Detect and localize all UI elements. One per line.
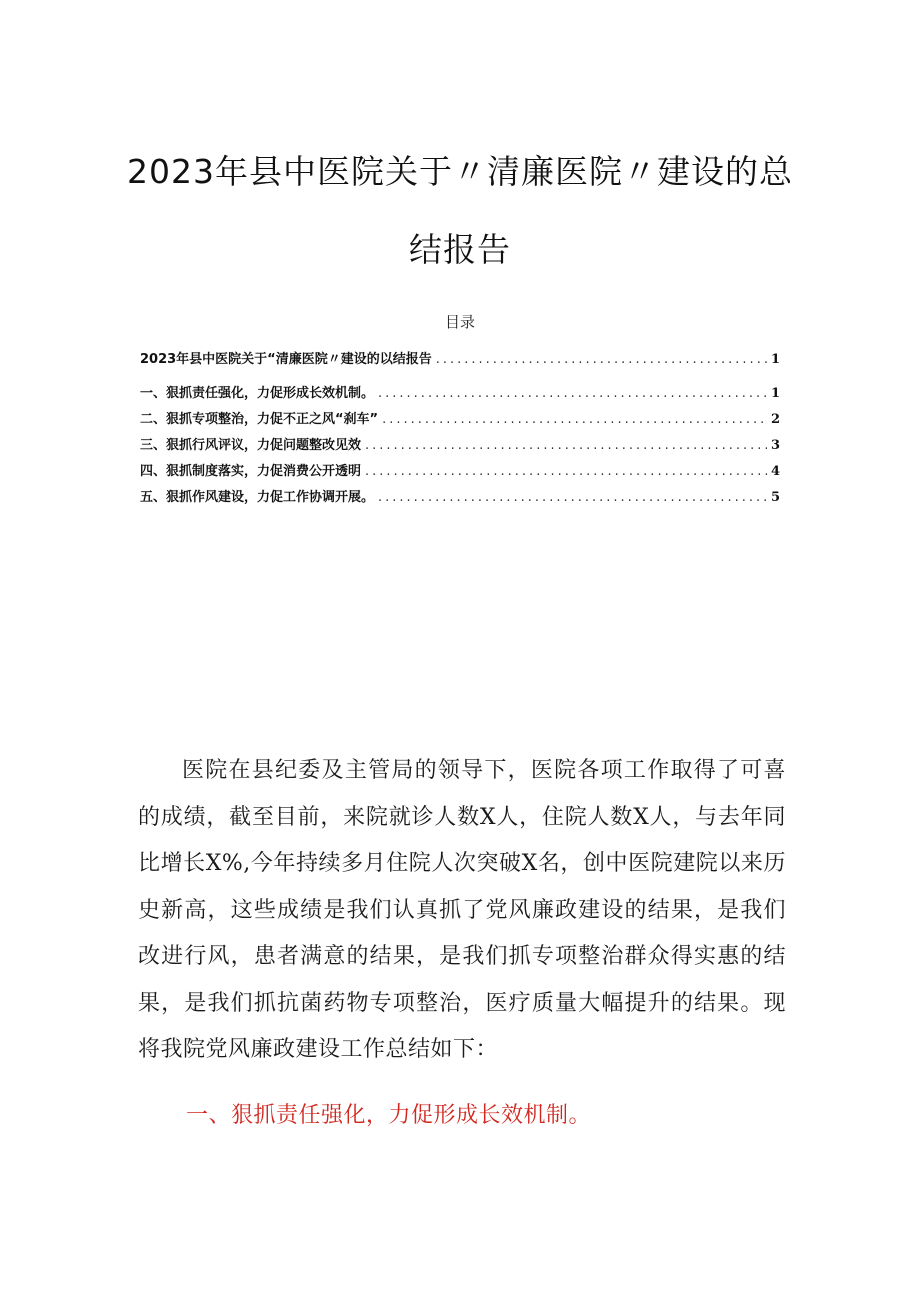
document-title-line-2: 结报告: [409, 230, 511, 269]
toc-entry-label: 四、狠抓制度落实，力促消费公开透明: [140, 464, 362, 479]
toc-entry-label: 2023年县中医院关于“清廉医院〃建设的以结报告: [140, 352, 432, 367]
intro-paragraph: 医院在县纪委及主管局的领导下，医院各项工作取得了可喜的成绩，截至目前，来院就诊人数X人，住院人数X人，与去年同比增长X%,今年持续多月住院人次突破X名，创中医院建院以来历史新高，这些成绩是我们认真抓了党风廉政建设的结果，是我们改进行风，患者满意的结果，是我们抓专项整治群众得实惠的结果，是我们抓抗菌药物专项整治，医疗质量大幅提升的结果。现将我院党风廉政建设工作总结如下：: [138, 758, 786, 1062]
toc-leader-dots: [378, 386, 767, 401]
section-1-heading: 一、狠抓责任强化，力促形成长效机制。: [186, 1103, 592, 1128]
toc-entry-page: 4: [770, 464, 780, 479]
table-of-contents: [140, 348, 780, 512]
toc-entry-label: 一、狠抓责任强化，力促形成长效机制。: [140, 386, 375, 401]
toc-leader-dots: [365, 464, 767, 479]
toc-entry-page: 5: [770, 490, 780, 505]
toc-entry-label: 二、狠抓专项整治，力促不正之风“刹车”: [140, 412, 379, 427]
toc-entry-page: 1: [770, 352, 780, 367]
toc-leader-dots: [436, 352, 767, 367]
toc-entry-page: 1: [770, 386, 780, 401]
toc-entry-label: 三、狠抓行风评议，力促问题整改见效: [140, 438, 362, 453]
toc-entry[interactable]: [140, 382, 780, 408]
toc-entry[interactable]: [140, 486, 780, 512]
document-title-line-1: 2023年县中医院关于〃清廉医院〃建设的总: [127, 152, 793, 191]
toc-leader-dots: [378, 490, 767, 505]
toc-entry[interactable]: [140, 408, 780, 434]
toc-entry[interactable]: [140, 434, 780, 460]
toc-leader-dots: [365, 438, 767, 453]
toc-leader-dots: [382, 412, 767, 427]
toc-entry[interactable]: [140, 460, 780, 486]
toc-entry-label: 五、狠抓作风建设，力促工作协调开展。: [140, 490, 375, 505]
toc-entry-page: 3: [770, 438, 780, 453]
toc-entry[interactable]: [140, 348, 780, 374]
toc-heading: 目录: [444, 313, 475, 331]
toc-entry-page: 2: [770, 412, 780, 427]
